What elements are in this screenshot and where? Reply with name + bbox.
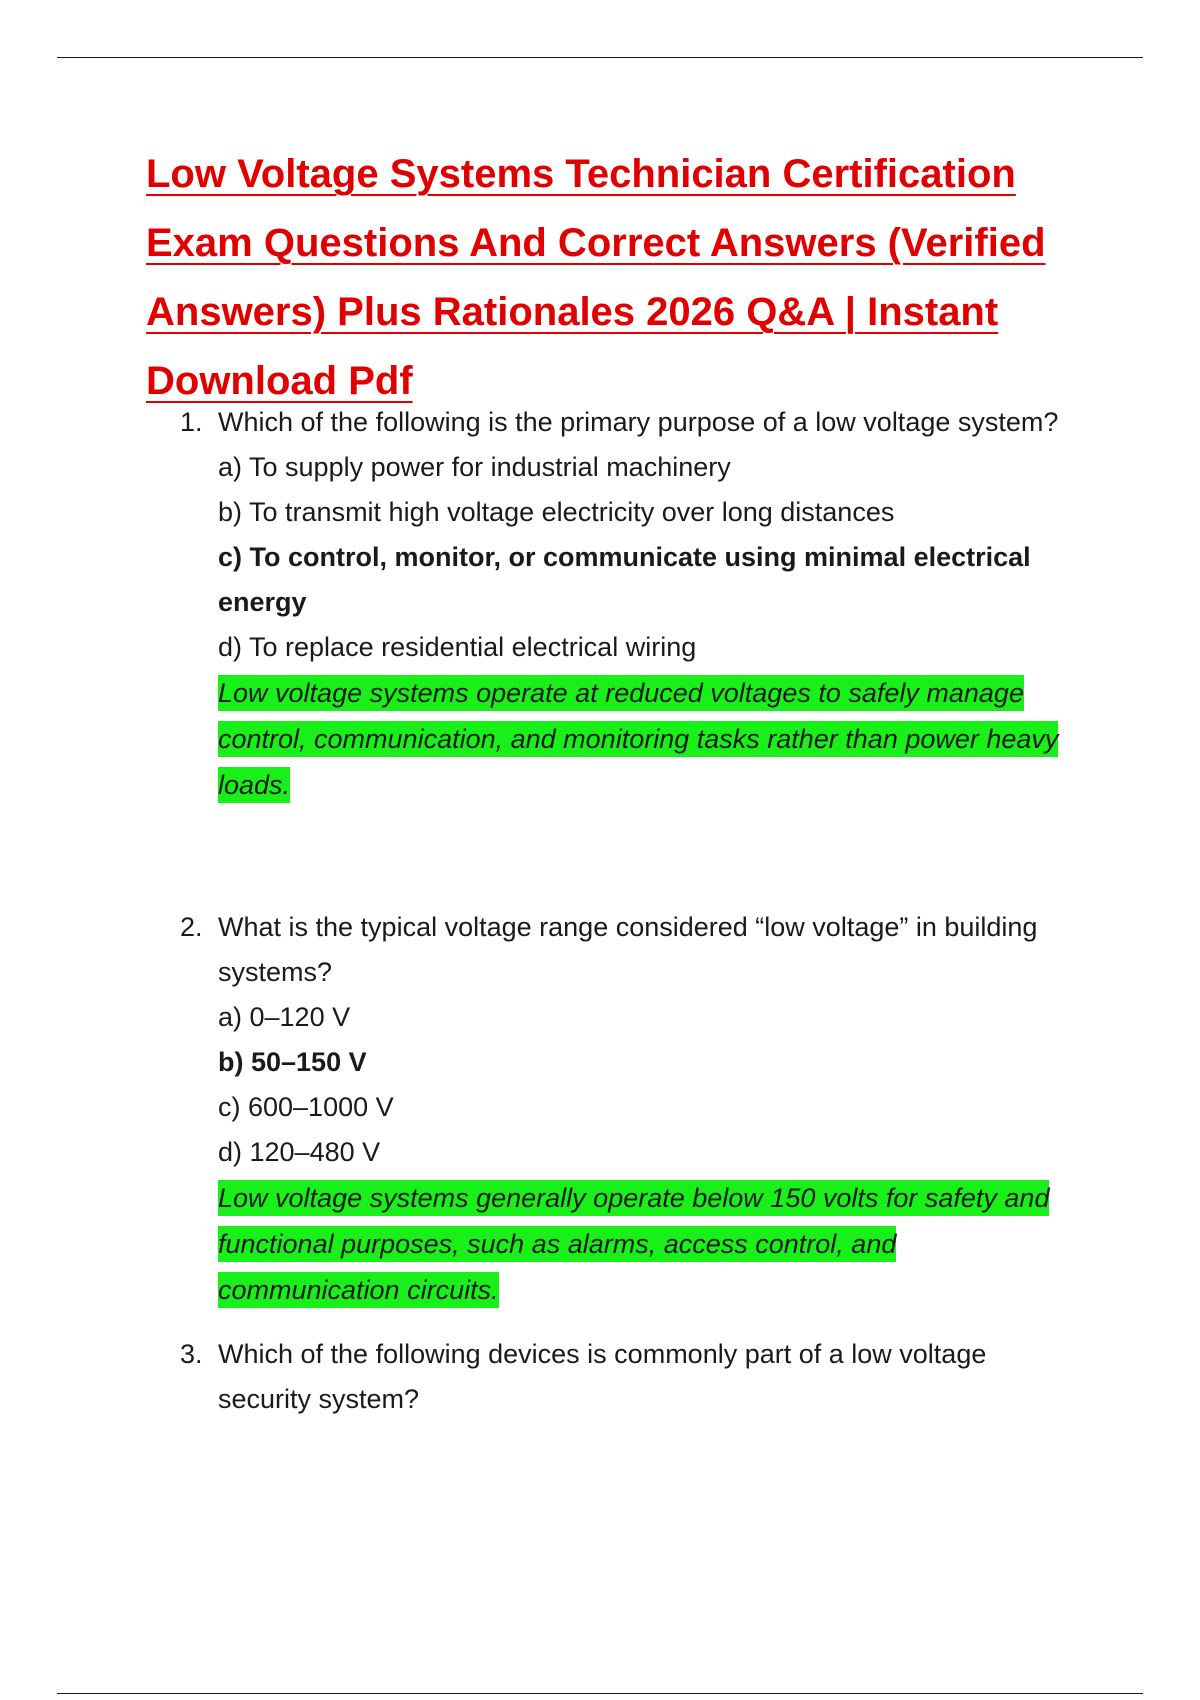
option-a: a) 0–120 V [218, 1002, 351, 1032]
option-d: d) To replace residential electrical wiring [218, 632, 697, 662]
document-title: Low Voltage Systems Technician Certification Exam Questions And Correct Answers (Verified Answers) Plus Rationales 2026 Q&A | Instant Download Pdf [146, 152, 1046, 403]
top-rule [57, 57, 1143, 58]
bottom-rule [57, 1693, 1143, 1694]
question-1 [180, 400, 1080, 808]
question-2 [180, 905, 1080, 1313]
option-a: a) To supply power for industrial machinery [218, 452, 731, 482]
rationale [218, 1175, 1080, 1313]
rationale [218, 670, 1080, 808]
answer-options [218, 995, 1080, 1175]
option-c-correct: c) To control, monitor, or communicate using minimal electrical energy [218, 542, 1031, 617]
question-text: Which of the following devices is commonly part of a low voltage security system? [218, 1339, 987, 1414]
option-b-correct: b) 50–150 V [218, 1047, 367, 1077]
rationale-text: Low voltage systems generally operate below 150 volts for safety and functional purposes, such as alarms, access control, and communication circuits. [218, 1180, 1049, 1308]
answer-options [218, 445, 1080, 670]
question-text: Which of the following is the primary purpose of a low voltage system? [218, 407, 1059, 437]
question-number: 1. [180, 407, 203, 437]
option-b: b) To transmit high voltage electricity over long distances [218, 497, 895, 527]
option-d: d) 120–480 V [218, 1137, 381, 1167]
question-3 [180, 1332, 1080, 1422]
question-number: 3. [180, 1339, 203, 1369]
question-text: What is the typical voltage range considered “low voltage” in building systems? [218, 912, 1038, 987]
option-c: c) 600–1000 V [218, 1092, 394, 1122]
rationale-text: Low voltage systems operate at reduced voltages to safely manage control, communication, and monitoring tasks rather than power heavy loads. [218, 675, 1058, 803]
question-number: 2. [180, 912, 203, 942]
